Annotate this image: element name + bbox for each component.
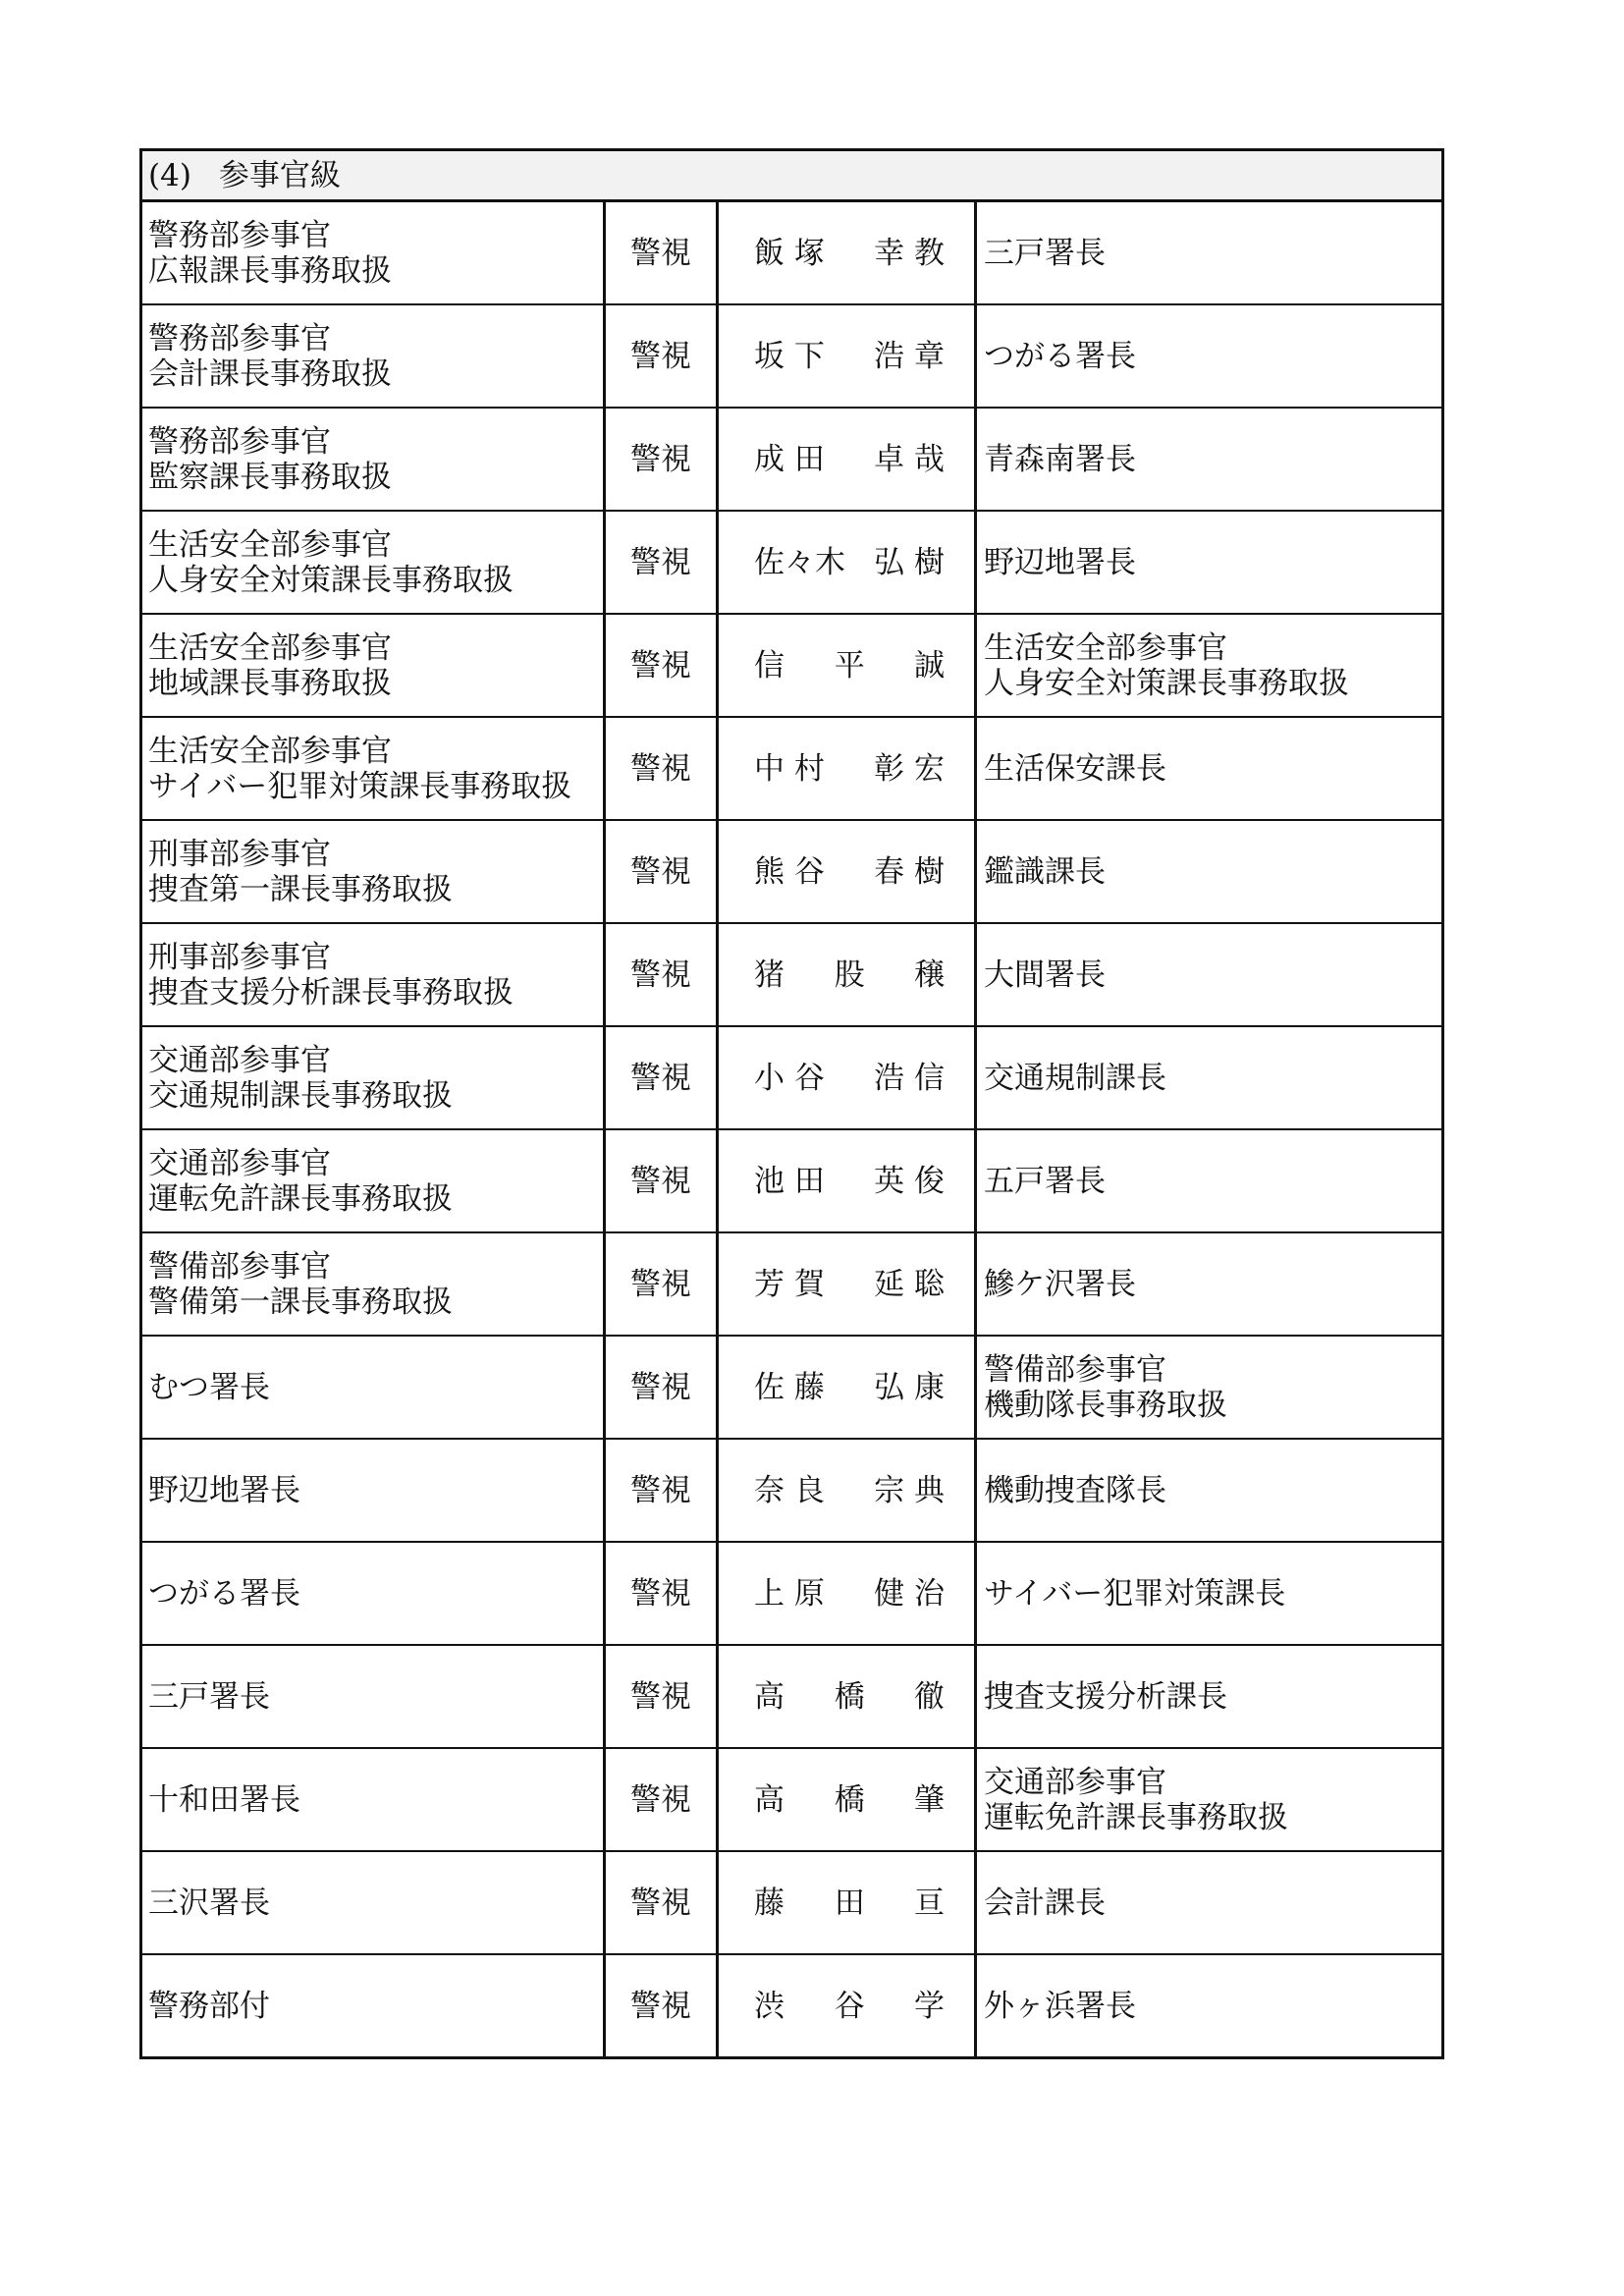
new-post-line: 三沢署長 xyxy=(148,1885,270,1921)
new-post-cell xyxy=(141,1645,605,1748)
given-name: 彰 宏 xyxy=(874,750,945,787)
surname: 芳 賀 xyxy=(754,1266,825,1302)
section-header-cell xyxy=(141,150,1443,201)
new-post-line: むつ署長 xyxy=(148,1369,270,1405)
new-post-line: 警備部参事官 xyxy=(148,1248,331,1285)
previous-post-line: 三戸署長 xyxy=(984,235,1106,271)
previous-post-line: 警備部参事官 xyxy=(984,1351,1166,1388)
given-name: 浩 信 xyxy=(874,1060,945,1096)
name-cell xyxy=(718,408,976,511)
given-name: 卓 哉 xyxy=(874,441,945,477)
rank-cell: 警視 xyxy=(605,1645,718,1748)
given-name: 弘 樹 xyxy=(874,544,945,580)
table-row xyxy=(141,820,1443,923)
section-title: 参事官級 xyxy=(218,157,341,193)
previous-post-cell xyxy=(976,408,1443,511)
previous-post-cell xyxy=(976,614,1443,717)
previous-post-cell xyxy=(976,1026,1443,1129)
name-wrap xyxy=(754,1886,945,1921)
given-name: 浩 章 xyxy=(874,338,945,374)
name-cell xyxy=(718,1542,976,1645)
new-post-line: 人身安全対策課長事務取扱 xyxy=(148,562,514,598)
given-name: 亘 xyxy=(914,1885,945,1921)
previous-post-line: サイバー犯罪対策課長 xyxy=(984,1575,1286,1612)
table-row xyxy=(141,1645,1443,1748)
table-row xyxy=(141,717,1443,820)
given-name: 徹 xyxy=(914,1678,945,1715)
surname: 藤 田 xyxy=(754,1885,865,1921)
previous-post-cell xyxy=(976,201,1443,305)
name-wrap xyxy=(754,854,945,890)
previous-post-cell xyxy=(976,923,1443,1026)
previous-post-cell xyxy=(976,1336,1443,1439)
name-cell xyxy=(718,1954,976,2058)
new-post-line: 警務部付 xyxy=(148,1988,270,2024)
name-wrap xyxy=(754,957,945,993)
new-post-cell xyxy=(141,717,605,820)
new-post-cell xyxy=(141,1542,605,1645)
table-row xyxy=(141,923,1443,1026)
name-cell xyxy=(718,1026,976,1129)
name-cell xyxy=(718,1439,976,1542)
new-post-cell xyxy=(141,201,605,305)
previous-post-cell xyxy=(976,1129,1443,1232)
surname: 奈 良 xyxy=(754,1472,825,1508)
table-row xyxy=(141,408,1443,511)
previous-post-cell xyxy=(976,511,1443,614)
new-post-line: 十和田署長 xyxy=(148,1781,300,1818)
name-cell xyxy=(718,1129,976,1232)
surname: 中 村 xyxy=(754,750,825,787)
new-post-line: 警務部参事官 xyxy=(148,320,331,356)
given-name: 健 治 xyxy=(874,1575,945,1612)
personnel-table xyxy=(139,148,1444,2059)
previous-post-line: 人身安全対策課長事務取扱 xyxy=(984,665,1349,701)
new-post-line: 生活安全部参事官 xyxy=(148,526,392,563)
rank-cell: 警視 xyxy=(605,408,718,511)
given-name: 肇 xyxy=(914,1781,945,1818)
previous-post-line: 五戸署長 xyxy=(984,1163,1106,1199)
surname: 信 平 xyxy=(754,647,865,683)
previous-post-line: 機動捜査隊長 xyxy=(984,1472,1166,1508)
new-post-line: 警務部参事官 xyxy=(148,423,331,460)
previous-post-cell xyxy=(976,304,1443,408)
new-post-cell xyxy=(141,304,605,408)
new-post-line: 生活安全部参事官 xyxy=(148,629,392,666)
new-post-cell xyxy=(141,1851,605,1954)
table-body xyxy=(141,150,1443,2058)
new-post-line: 刑事部参事官 xyxy=(148,836,331,872)
name-cell xyxy=(718,717,976,820)
name-wrap xyxy=(754,1061,945,1096)
new-post-cell xyxy=(141,1026,605,1129)
new-post-cell xyxy=(141,511,605,614)
surname: 上 原 xyxy=(754,1575,825,1612)
new-post-cell xyxy=(141,1129,605,1232)
table-row xyxy=(141,1954,1443,2058)
rank-cell: 警視 xyxy=(605,1748,718,1851)
given-name: 延 聡 xyxy=(874,1266,945,1302)
previous-post-cell xyxy=(976,1232,1443,1336)
name-cell xyxy=(718,923,976,1026)
name-wrap xyxy=(754,339,945,374)
previous-post-line: 捜査支援分析課長 xyxy=(984,1678,1227,1715)
given-name: 幸 教 xyxy=(874,235,945,271)
previous-post-line: 機動隊長事務取扱 xyxy=(984,1387,1227,1423)
table-row xyxy=(141,1439,1443,1542)
name-wrap xyxy=(754,1473,945,1508)
rank-cell: 警視 xyxy=(605,1851,718,1954)
previous-post-line: 青森南署長 xyxy=(984,441,1136,477)
name-wrap xyxy=(754,236,945,271)
previous-post-line: 生活保安課長 xyxy=(984,750,1166,787)
table-row xyxy=(141,1748,1443,1851)
name-wrap xyxy=(754,751,945,787)
new-post-line: 会計課長事務取扱 xyxy=(148,355,392,392)
rank-cell: 警視 xyxy=(605,201,718,305)
name-cell xyxy=(718,1232,976,1336)
name-cell xyxy=(718,1851,976,1954)
given-name: 学 xyxy=(914,1988,945,2024)
previous-post-cell xyxy=(976,1851,1443,1954)
new-post-line: 野辺地署長 xyxy=(148,1472,300,1508)
previous-post-cell xyxy=(976,1542,1443,1645)
previous-post-line: 交通規制課長 xyxy=(984,1060,1166,1096)
new-post-line: 捜査第一課長事務取扱 xyxy=(148,871,453,907)
new-post-line: 交通部参事官 xyxy=(148,1042,331,1078)
rank-cell: 警視 xyxy=(605,1232,718,1336)
rank-cell: 警視 xyxy=(605,1026,718,1129)
new-post-line: 生活安全部参事官 xyxy=(148,733,392,769)
table-row xyxy=(141,511,1443,614)
name-wrap xyxy=(754,1679,945,1715)
previous-post-line: 交通部参事官 xyxy=(984,1764,1166,1800)
given-name: 宗 典 xyxy=(874,1472,945,1508)
surname: 高 橋 xyxy=(754,1678,865,1715)
name-cell xyxy=(718,820,976,923)
name-cell xyxy=(718,511,976,614)
new-post-cell xyxy=(141,923,605,1026)
surname: 佐 藤 xyxy=(754,1369,825,1405)
name-wrap xyxy=(754,545,945,580)
table-row xyxy=(141,1542,1443,1645)
previous-post-cell xyxy=(976,717,1443,820)
new-post-line: サイバー犯罪対策課長事務取扱 xyxy=(148,768,572,804)
new-post-line: 交通部参事官 xyxy=(148,1145,331,1181)
new-post-line: 監察課長事務取扱 xyxy=(148,459,392,495)
new-post-line: つがる署長 xyxy=(148,1575,300,1612)
table-row xyxy=(141,1026,1443,1129)
given-name: 英 俊 xyxy=(874,1163,945,1199)
rank-cell: 警視 xyxy=(605,511,718,614)
new-post-line: 刑事部参事官 xyxy=(148,939,331,975)
name-wrap xyxy=(754,1370,945,1405)
new-post-cell xyxy=(141,1954,605,2058)
previous-post-line: 運転免許課長事務取扱 xyxy=(984,1799,1288,1835)
name-cell xyxy=(718,304,976,408)
table-row xyxy=(141,614,1443,717)
name-cell xyxy=(718,614,976,717)
new-post-line: 運転免許課長事務取扱 xyxy=(148,1180,453,1217)
surname: 小 谷 xyxy=(754,1060,825,1096)
surname: 猪 股 xyxy=(754,957,865,993)
new-post-cell xyxy=(141,820,605,923)
previous-post-cell xyxy=(976,1748,1443,1851)
given-name: 春 樹 xyxy=(874,853,945,890)
new-post-line: 三戸署長 xyxy=(148,1678,270,1715)
name-cell xyxy=(718,1645,976,1748)
new-post-cell xyxy=(141,1336,605,1439)
name-cell xyxy=(718,201,976,305)
surname: 池 田 xyxy=(754,1163,825,1199)
new-post-line: 地域課長事務取扱 xyxy=(148,665,392,701)
name-wrap xyxy=(754,442,945,477)
rank-cell: 警視 xyxy=(605,717,718,820)
previous-post-line: 鑑識課長 xyxy=(984,853,1106,890)
rank-cell: 警視 xyxy=(605,1336,718,1439)
table-row xyxy=(141,201,1443,305)
given-name: 弘 康 xyxy=(874,1369,945,1405)
surname: 高 橋 xyxy=(754,1781,865,1818)
rank-cell: 警視 xyxy=(605,820,718,923)
name-wrap xyxy=(754,1164,945,1199)
previous-post-line: 野辺地署長 xyxy=(984,544,1136,580)
table-row xyxy=(141,1129,1443,1232)
new-post-cell xyxy=(141,1232,605,1336)
name-cell xyxy=(718,1336,976,1439)
previous-post-line: 鰺ケ沢署長 xyxy=(984,1266,1136,1302)
surname: 坂 下 xyxy=(754,338,825,374)
surname: 渋 谷 xyxy=(754,1988,865,2024)
new-post-cell xyxy=(141,1439,605,1542)
previous-post-cell xyxy=(976,820,1443,923)
rank-cell: 警視 xyxy=(605,1129,718,1232)
new-post-line: 警備第一課長事務取扱 xyxy=(148,1284,453,1320)
name-wrap xyxy=(754,1782,945,1818)
name-wrap xyxy=(754,1267,945,1302)
new-post-line: 警務部参事官 xyxy=(148,217,331,253)
name-cell xyxy=(718,1748,976,1851)
rank-cell: 警視 xyxy=(605,1439,718,1542)
rank-cell: 警視 xyxy=(605,1542,718,1645)
previous-post-cell xyxy=(976,1954,1443,2058)
table-row xyxy=(141,1851,1443,1954)
previous-post-line: 大間署長 xyxy=(984,957,1106,993)
surname: 成 田 xyxy=(754,441,825,477)
given-name: 誠 xyxy=(914,647,945,683)
given-name: 穣 xyxy=(914,957,945,993)
new-post-cell xyxy=(141,614,605,717)
previous-post-line: 外ヶ浜署長 xyxy=(984,1988,1136,2024)
new-post-line: 交通規制課長事務取扱 xyxy=(148,1077,453,1114)
surname: 飯 塚 xyxy=(754,235,825,271)
rank-cell: 警視 xyxy=(605,1954,718,2058)
name-wrap xyxy=(754,1989,945,2024)
section-header-row xyxy=(141,150,1443,201)
new-post-line: 捜査支援分析課長事務取扱 xyxy=(148,974,514,1011)
previous-post-line: 会計課長 xyxy=(984,1885,1106,1921)
section-number: (4) xyxy=(148,157,191,193)
surname: 佐々木 xyxy=(754,544,845,580)
surname: 熊 谷 xyxy=(754,853,825,890)
table-row xyxy=(141,1336,1443,1439)
previous-post-line: つがる署長 xyxy=(984,338,1136,374)
new-post-line: 広報課長事務取扱 xyxy=(148,252,392,289)
table-row xyxy=(141,304,1443,408)
rank-cell: 警視 xyxy=(605,614,718,717)
new-post-cell xyxy=(141,1748,605,1851)
rank-cell: 警視 xyxy=(605,304,718,408)
previous-post-cell xyxy=(976,1439,1443,1542)
name-wrap xyxy=(754,1576,945,1612)
table-row xyxy=(141,1232,1443,1336)
previous-post-line: 生活安全部参事官 xyxy=(984,629,1227,666)
new-post-cell xyxy=(141,408,605,511)
name-wrap xyxy=(754,648,945,683)
rank-cell: 警視 xyxy=(605,923,718,1026)
previous-post-cell xyxy=(976,1645,1443,1748)
